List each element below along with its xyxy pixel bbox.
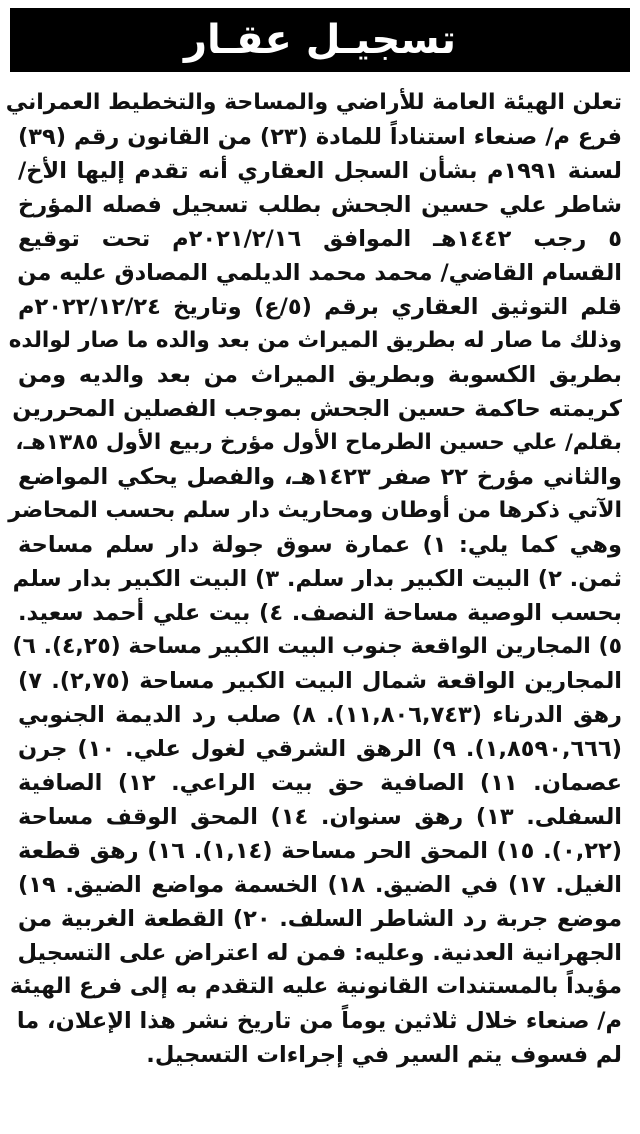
notice-text-line: بطريق الكسوبة وبطريق الميراث من بعد والديه ومن xyxy=(18,362,622,388)
notice-text-line: ٥ رجب ١٤٤٢هـ الموافق ٢٠٢١/٢/١٦م تحت توقيع xyxy=(18,226,622,252)
notice-body xyxy=(5,86,630,1072)
notice-text-line: قلم التوثيق العقاري برقم (٥/ع) وتاريخ ٢٠٢٢/١٢/٢٤م xyxy=(18,294,622,320)
notice-text-line: ٥) المجارين الواقعة جنوب البيت الكبير مساحة (٤,٢٥). ٦) xyxy=(12,634,622,659)
notice-text-line: ثمن. ٢) البيت الكبير بدار سلم. ٣) البيت الكبير بدار سلم xyxy=(12,566,622,592)
notice-text-line: رهق الدرناء (١١,٨٠٦,٧٤٣). ٨) صلب رد الديمة الجنوبي xyxy=(18,702,623,728)
notice-text-line: م/ صنعاء خلال ثلاثين يوماً من تاريخ نشر هذا الإعلان، ما xyxy=(16,1008,622,1034)
notice-text-line: شاطر علي حسين الجحش بطلب تسجيل فصله المؤرخ xyxy=(18,192,622,218)
notice-text-line: عصمان. ١١) الصافية حق بيت الراعي. ١٢) الصافية xyxy=(18,770,622,796)
notice-title: تسجيـل عقـار xyxy=(184,17,457,63)
notice-text-line: لم فسوف يتم السير في إجراءات التسجيل. xyxy=(146,1042,622,1068)
notice-text-line: لسنة ١٩٩١م بشأن السجل العقاري أنه تقدم إليها الأخ/ xyxy=(18,158,622,184)
notice-text-line: وذلك ما صار له بطريق الميراث من بعد والده ما صار لوالده xyxy=(8,328,622,353)
notice-text-line: وهي كما يلي: ١) عمارة سوق جولة دار سلم مساحة xyxy=(18,532,622,558)
notice-text-line: والثاني مؤرخ ٢٢ صفر ١٤٢٣هـ، والفصل يحكي المواضع xyxy=(18,464,622,490)
notice-text-line: القسام القاضي/ محمد محمد الديلمي المصادق عليه من xyxy=(17,260,622,286)
notice-text-line: بقلم/ علي حسين الطرماح الأول مؤرخ ربيع الأول ١٣٨٥هـ، xyxy=(15,430,622,455)
notice-text-line: السفلى. ١٣) رهق سنوان. ١٤) المحق الوقف مساحة xyxy=(18,804,622,830)
notice-text-line: موضع جربة رد الشاطر السلف. ٢٠) القطعة الغربية من xyxy=(18,906,622,932)
notice-text-line: الجهرانية العدنية. وعليه: فمن له اعتراض على التسجيل xyxy=(17,940,622,966)
notice-text-line: كريمته حاكمة حسين الجحش بموجب الفصلين المحررين xyxy=(12,396,622,422)
notice-text-line: الآتي ذكرها من أوطان ومحاريث دار سلم بحسب المحاضر xyxy=(8,498,622,523)
notice-text-line: (١,٨٥٩٠,٦٦٦). ٩) الرهق الشرقي لغول علي. ١٠) جرن xyxy=(18,736,622,762)
notice-text-line: الغيل. ١٧) في الضيق. ١٨) الخسمة مواضع الضيق. ١٩) xyxy=(18,872,623,898)
notice-text-line: فرع م/ صنعاء استناداً للمادة (٢٣) من القانون رقم (٣٩) xyxy=(18,124,622,150)
notice-text-line: بحسب الوصية مساحة النصف. ٤) بيت علي أحمد سعيد. xyxy=(18,600,623,626)
notice-text-line: مؤيداً بالمستندات القانونية عليه التقدم به إلى فرع الهيئة xyxy=(9,974,622,999)
notice-text-line: تعلن الهيئة العامة للأراضي والمساحة والتخطيط العمراني xyxy=(5,90,622,115)
notice-text-line: (٠,٢٢). ١٥) المحق الحر مساحة (١,١٤). ١٦) رهق قطعة xyxy=(18,838,623,864)
notice-text-line: المجارين الواقعة شمال البيت الكبير مساحة (٢,٧٥). ٧) xyxy=(18,668,622,694)
title-banner xyxy=(10,8,630,72)
